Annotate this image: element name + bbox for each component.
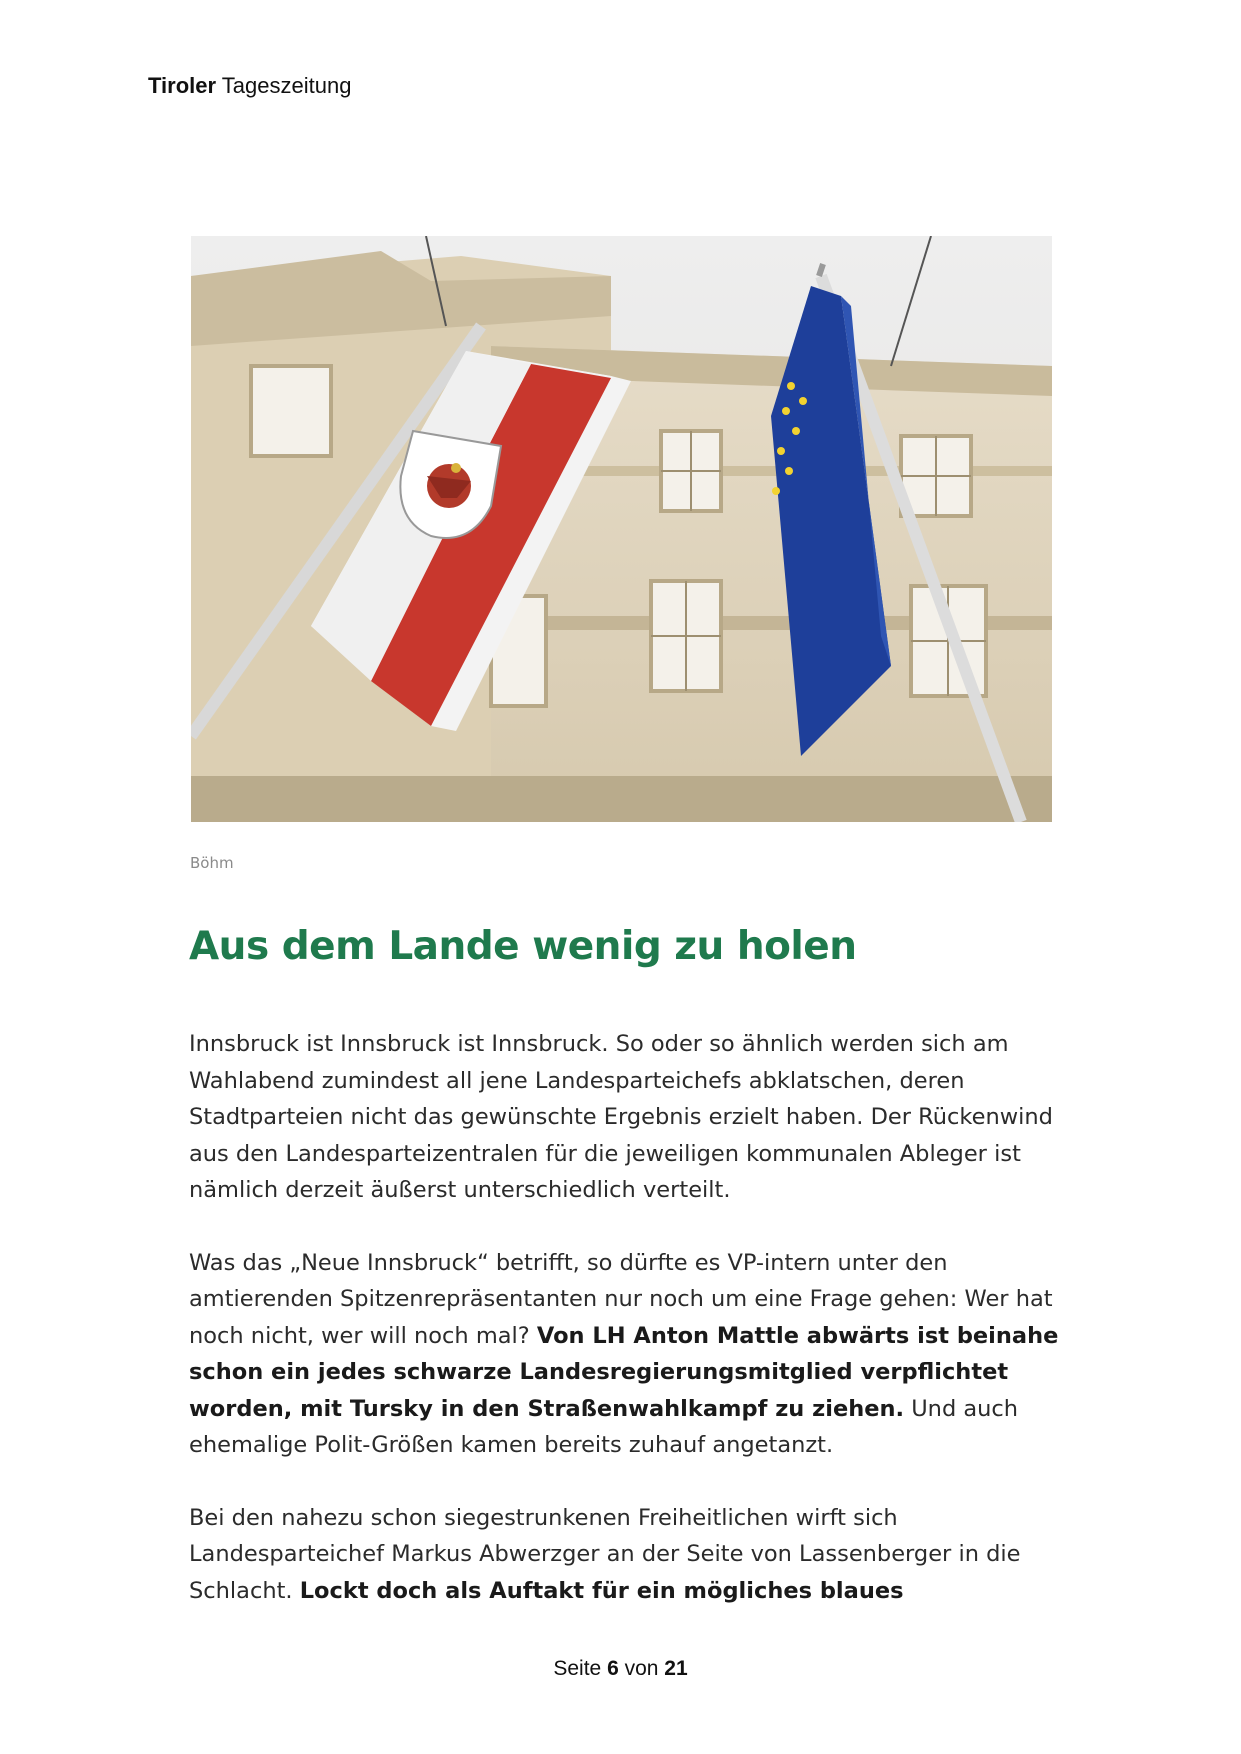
newspaper-name [148, 73, 351, 99]
page-middle: von [618, 1657, 665, 1680]
paragraph-2 [189, 1245, 1069, 1464]
article-body [189, 1026, 1069, 1645]
page-prefix: Seite [553, 1657, 608, 1680]
paragraph-1: Innsbruck ist Innsbruck ist Innsbruck. So oder so ähnlich werden sich am Wahlabend zumindest all jene Landesparteichefs abklatschen, deren Stadtparteien nicht das gewünschte Ergebnis erzielt haben. Der Rückenwind aus den Landesparteizentralen für die jeweiligen kommunalen Ableger ist nämlich derzeit äußerst unterschiedlich verteilt. [189, 1031, 1053, 1203]
article-photo [191, 236, 1052, 822]
newspaper-name-rest: Tageszeitung [216, 73, 352, 98]
total-pages: 21 [664, 1657, 688, 1680]
paragraph-3-bold: Lockt doch als Auftakt für ein mögliches blaues [299, 1577, 904, 1604]
paragraph-2-text-a: Was das „Neue Innsbruck“ betrifft, so dürfte es VP-intern unter den amtierenden Spitzenrepräsentanten nur noch um eine Frage gehen: Wer hat noch nicht, wer will noch mal? [189, 1249, 1053, 1349]
photo-credit: Böhm [190, 854, 234, 872]
paragraph-3 [189, 1500, 1069, 1610]
paragraph-3-text-a: Bei den nahezu schon siegestrunkenen Freiheitlichen wirft sich Landesparteichef Markus Abwerzger an der Seite von Lassenberger in die Schlacht. [189, 1504, 1021, 1604]
flags-building-photo-icon [191, 236, 1052, 822]
paragraph-2-bold: Von LH Anton Mattle abwärts ist beinahe schon ein jedes schwarze Landesregierungsmitglied verpflichtet worden, mit Tursky in den Straßenwahlkampf zu ziehen. [189, 1322, 1059, 1422]
newspaper-name-bold: Tiroler [148, 73, 217, 98]
paragraph-2-text-b: Und auch ehemalige Polit-Größen kamen bereits zuhauf angetanzt. [189, 1395, 1019, 1458]
article-headline: Aus dem Lande wenig zu holen [189, 924, 857, 969]
page-number [0, 1657, 1241, 1681]
current-page: 6 [607, 1657, 619, 1680]
